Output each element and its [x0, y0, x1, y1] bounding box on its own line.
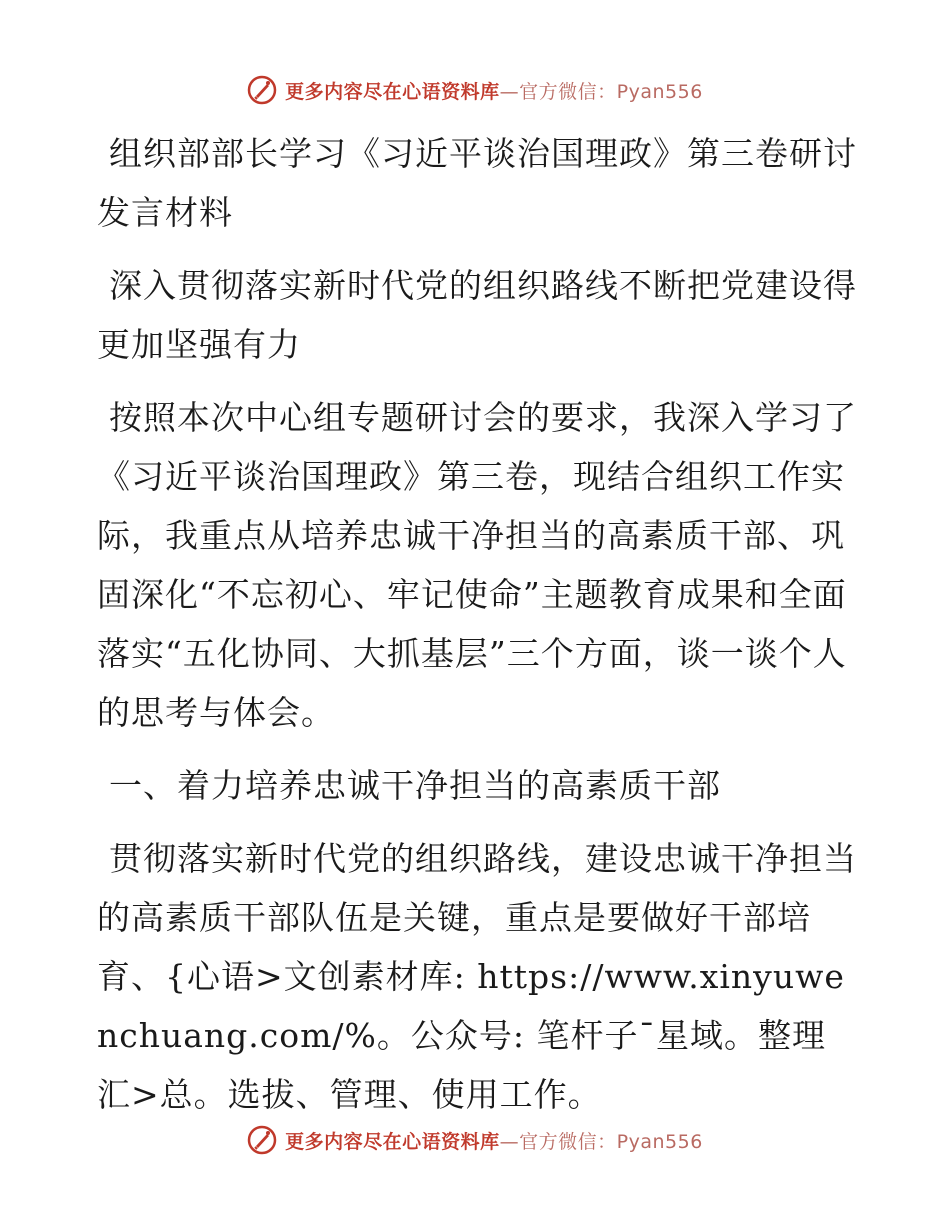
document-title: 组织部部长学习《习近平谈治国理政》第三卷研讨发言材料	[97, 134, 857, 232]
quill-pen-logo-icon	[247, 1125, 277, 1155]
watermark-text	[285, 1127, 703, 1154]
header-watermark-banner	[0, 70, 950, 110]
document-body	[97, 124, 857, 1138]
watermark-sub-text: —官方微信：Pyan556	[499, 1130, 703, 1153]
quill-pen-logo-icon	[247, 75, 277, 105]
watermark-sub-text: —官方微信：Pyan556	[499, 80, 703, 103]
watermark-main-text: 更多内容尽在心语资料库	[285, 1130, 500, 1153]
document-subtitle: 深入贯彻落实新时代党的组织路线不断把党建设得更加坚强有力	[97, 266, 857, 364]
section-1-heading: 一、着力培养忠诚干净担当的高素质干部	[109, 766, 721, 805]
watermark-text	[285, 77, 703, 104]
intro-paragraph: 按照本次中心组专题研讨会的要求，我深入学习了《习近平谈治国理政》第三卷，现结合组织工作实际，我重点从培养忠诚干净担当的高素质干部、巩固深化“不忘初心、牢记使命”主题教育成果和全面落实“五化协同、大抓基层”三个方面，谈一谈个人的思考与体会。	[97, 398, 857, 732]
watermark-main-text: 更多内容尽在心语资料库	[285, 80, 500, 103]
section-1-body: 贯彻落实新时代党的组织路线，建设忠诚干净担当的高素质干部队伍是关键，重点是要做好干部培育、{心语>文创素材库: https://www.xinyuwenchuang.com/%。公众号: 笔杆子¯星域。整理汇>总。选拔、管理、使用工作。	[97, 839, 857, 1114]
footer-watermark-banner	[0, 1120, 950, 1160]
